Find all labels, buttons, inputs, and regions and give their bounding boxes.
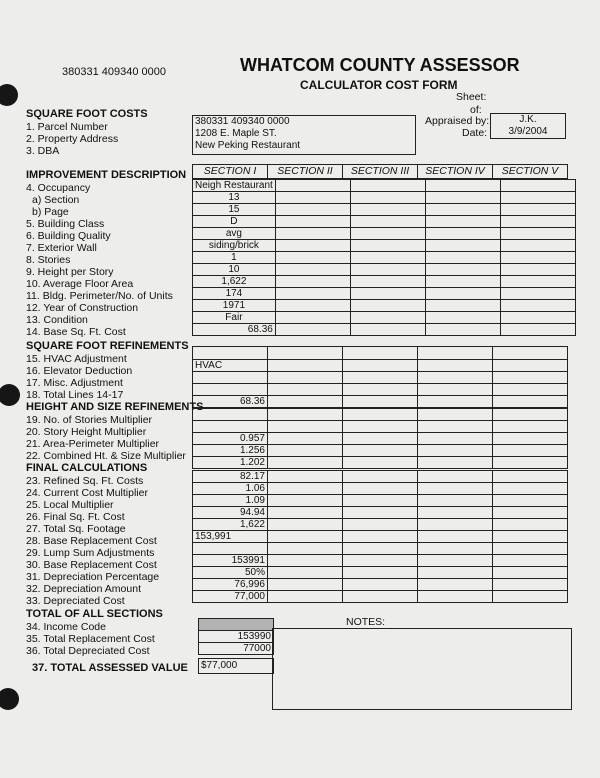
label-year-construction: 12. Year of Construction <box>26 302 139 314</box>
total-sqft-value: 1,622 <box>193 519 268 531</box>
table-row <box>199 643 274 655</box>
exterior-wall-value: siding/brick <box>193 240 276 252</box>
label-hvac-adjustment: 15. HVAC Adjustment <box>26 353 127 365</box>
table-row <box>193 384 568 396</box>
label-income-code: 34. Income Code <box>26 621 106 633</box>
assessed-value: $77,000 <box>201 660 238 671</box>
notes-box <box>272 628 572 710</box>
binder-hole-top <box>0 84 18 106</box>
label-elevator-deduction: 16. Elevator Deduction <box>26 365 133 377</box>
table-row <box>193 591 568 603</box>
label-section: a) Section <box>32 194 80 206</box>
elevator-value <box>193 372 268 384</box>
table-row <box>193 347 568 360</box>
label-total-lines: 18. Total Lines 14-17 <box>26 389 124 401</box>
appraised-value: J.K. <box>519 114 537 125</box>
table-row <box>193 396 568 408</box>
table-row <box>193 445 568 457</box>
sheet-label: Sheet: <box>456 91 487 103</box>
form-title: WHATCOM COUNTY ASSESSOR <box>240 55 520 75</box>
building-quality-value: avg <box>193 228 276 240</box>
label-perimeter: 11. Bldg. Perimeter/No. of Units <box>26 290 173 302</box>
label-height-per-story: 9. Height per Story <box>26 266 114 278</box>
label-page: b) Page <box>32 206 69 218</box>
totals-table <box>198 618 274 655</box>
label-total-assessed-value: 37. TOTAL ASSESSED VALUE <box>32 662 188 674</box>
label-base-replacement-cost-2: 30. Base Replacement Cost <box>26 559 157 571</box>
perimeter-value: 174 <box>193 288 276 300</box>
label-local-multiplier: 25. Local Multiplier <box>26 499 114 511</box>
dba-value: New Peking Restaurant <box>195 140 301 151</box>
label-area-perimeter-multiplier: 21. Area-Perimeter Multiplier <box>26 438 160 450</box>
height-refinements-heading: HEIGHT AND SIZE REFINEMENTS <box>26 401 204 413</box>
building-class-value: D <box>193 216 276 228</box>
table-row <box>193 300 576 312</box>
label-building-class: 5. Building Class <box>26 218 105 230</box>
label-depreciation-percentage: 31. Depreciation Percentage <box>26 571 160 583</box>
appraised-date-box <box>490 113 566 139</box>
table-row <box>193 567 568 579</box>
area-perimeter-multiplier-value: 1.256 <box>193 445 268 457</box>
table-row <box>193 507 568 519</box>
label-property-address: 2. Property Address <box>26 133 119 145</box>
final-calculations-heading: FINAL CALCULATIONS <box>26 462 148 474</box>
label-exterior-wall: 7. Exterior Wall <box>26 242 97 254</box>
total-replacement-cost-value: 153990 <box>199 631 274 643</box>
total-lines-value: 68.36 <box>193 396 268 408</box>
depreciation-amount-value: 76,996 <box>193 579 268 591</box>
average-floor-area-value: 1,622 <box>193 276 276 288</box>
label-total-replacement-cost: 35. Total Replacement Cost <box>26 633 155 645</box>
col-section-3: SECTION III <box>343 165 418 179</box>
table-row <box>193 228 576 240</box>
section-value: 13 <box>193 192 276 204</box>
notes-label: NOTES: <box>346 616 386 628</box>
table-row <box>193 264 576 276</box>
label-occupancy: 4. Occupancy <box>26 182 91 194</box>
table-row <box>199 631 274 643</box>
label-average-floor-area: 10. Average Floor Area <box>26 278 134 290</box>
form-subtitle: CALCULATOR COST FORM <box>300 78 458 92</box>
misc-value <box>193 384 268 396</box>
final-sqft-cost-value: 94.94 <box>193 507 268 519</box>
occupancy-value: Neigh Restaurant <box>193 180 276 192</box>
table-row <box>193 421 568 433</box>
col-section-2: SECTION II <box>268 165 343 179</box>
label-depreciated-cost: 33. Depreciated Cost <box>26 595 125 607</box>
table-row <box>193 409 568 421</box>
combined-multiplier-value: 1.202 <box>193 457 268 469</box>
table-row <box>193 180 576 192</box>
table-row <box>193 312 576 324</box>
total-depreciated-cost-value: 77000 <box>199 643 274 655</box>
table-row <box>193 457 568 469</box>
col-section-4: SECTION IV <box>418 165 493 179</box>
table-row <box>193 495 568 507</box>
table-row <box>193 216 576 228</box>
condition-value: Fair <box>193 312 276 324</box>
hvac-value: HVAC <box>193 360 268 372</box>
section-header-row <box>192 164 568 179</box>
col-section-1: SECTION I <box>193 165 268 179</box>
table-row <box>193 555 568 567</box>
height-refinements-table <box>192 408 568 469</box>
appraised-label: Appraised by: <box>425 115 490 127</box>
table-row <box>193 579 568 591</box>
depreciation-percentage-value: 50% <box>193 567 268 579</box>
property-id-box <box>192 115 416 155</box>
label-total-depreciated-cost: 36. Total Depreciated Cost <box>26 645 150 657</box>
parcel-number-value: 380331 409340 0000 <box>195 116 290 127</box>
table-row <box>193 360 568 372</box>
binder-hole-bottom <box>0 688 19 710</box>
improvement-table <box>192 179 576 336</box>
table-row <box>193 543 568 555</box>
label-refined-sqft-costs: 23. Refined Sq. Ft. Costs <box>26 475 144 487</box>
table-row <box>193 288 576 300</box>
totals-heading: TOTAL OF ALL SECTIONS <box>26 608 163 620</box>
refined-sqft-costs-value: 82.17 <box>193 471 268 483</box>
label-current-cost-multiplier: 24. Current Cost Multiplier <box>26 487 148 499</box>
improvement-heading: IMPROVEMENT DESCRIPTION <box>26 169 187 181</box>
label-story-height-multiplier: 20. Story Height Multiplier <box>26 426 147 438</box>
label-building-quality: 6. Building Quality <box>26 230 111 242</box>
table-row <box>193 471 568 483</box>
base-replacement-cost-2-value: 153991 <box>193 555 268 567</box>
label-total-sqft: 27. Total Sq. Footage <box>26 523 126 535</box>
col-section-5: SECTION V <box>493 165 568 179</box>
year-construction-value: 1971 <box>193 300 276 312</box>
binder-hole-middle <box>0 384 20 406</box>
label-parcel-number: 1. Parcel Number <box>26 121 108 133</box>
table-row <box>193 324 576 336</box>
square-foot-costs-heading: SQUARE FOOT COSTS <box>26 108 148 120</box>
table-row <box>193 433 568 445</box>
label-stories: 8. Stories <box>26 254 71 266</box>
table-row <box>193 531 568 543</box>
local-multiplier-value: 1.09 <box>193 495 268 507</box>
income-code-value <box>199 619 274 631</box>
label-depreciation-amount: 32. Depreciation Amount <box>26 583 141 595</box>
label-base-replacement-cost: 28. Base Replacement Cost <box>26 535 157 547</box>
label-misc-adjustment: 17. Misc. Adjustment <box>26 377 123 389</box>
page-value: 15 <box>193 204 276 216</box>
date-value: 3/9/2004 <box>508 126 548 137</box>
base-replacement-cost-value: 153,991 <box>193 531 268 543</box>
label-dba: 3. DBA <box>26 145 60 157</box>
table-row <box>193 483 568 495</box>
stories-multiplier-value <box>193 421 268 433</box>
table-row <box>193 519 568 531</box>
table-row <box>193 204 576 216</box>
property-address-value: 1208 E. Maple ST. <box>195 128 277 139</box>
depreciated-cost-value: 77,000 <box>193 591 268 603</box>
table-row <box>193 240 576 252</box>
table-row <box>193 192 576 204</box>
of-label: of: <box>470 104 482 116</box>
table-row <box>199 619 274 631</box>
date-label: Date: <box>462 127 488 139</box>
lump-sum-value <box>193 543 268 555</box>
final-calculations-table <box>192 470 568 603</box>
parcel-id-top: 380331 409340 0000 <box>62 66 166 78</box>
table-row <box>193 276 576 288</box>
label-combined-multiplier: 22. Combined Ht. & Size Multiplier <box>26 450 186 462</box>
story-height-multiplier-value: 0.957 <box>193 433 268 445</box>
table-row <box>193 252 576 264</box>
label-condition: 13. Condition <box>26 314 88 326</box>
label-final-sqft-cost: 26. Final Sq. Ft. Cost <box>26 511 125 523</box>
table-row <box>193 372 568 384</box>
stories-value: 1 <box>193 252 276 264</box>
label-stories-multiplier: 19. No. of Stories Multiplier <box>26 414 153 426</box>
label-lump-sum: 29. Lump Sum Adjustments <box>26 547 155 559</box>
assessed-value-box <box>198 658 274 674</box>
current-cost-multiplier-value: 1.06 <box>193 483 268 495</box>
label-base-sqft-cost: 14. Base Sq. Ft. Cost <box>26 326 126 338</box>
sqft-refinements-table <box>192 346 568 408</box>
height-per-story-value: 10 <box>193 264 276 276</box>
sqft-refinements-heading: SQUARE FOOT REFINEMENTS <box>26 340 189 352</box>
base-sqft-cost-value: 68.36 <box>193 324 276 336</box>
